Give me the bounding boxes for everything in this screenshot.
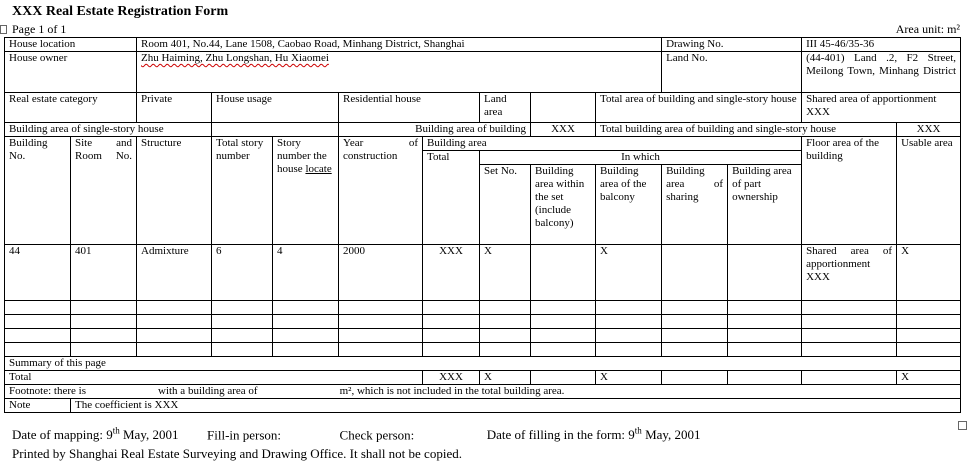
table-row <box>5 343 961 357</box>
empty-cell[interactable] <box>802 315 897 329</box>
house-owner-value[interactable]: Zhu Haiming, Zhu Longshan, Hu Xiaomei <box>137 52 662 93</box>
date-of-mapping: Date of mapping: 9th May, 2001 <box>12 426 179 443</box>
table-row <box>5 315 961 329</box>
note-label: Note <box>5 399 71 413</box>
empty-cell[interactable] <box>71 343 137 357</box>
check-person: Check person: <box>339 427 415 443</box>
cell-total[interactable]: XXX <box>423 245 480 301</box>
table-row <box>5 385 961 399</box>
empty-cell[interactable] <box>531 329 596 343</box>
empty-cell[interactable] <box>728 329 802 343</box>
header-area-within-set: Building area within the set (include balcony) <box>531 165 596 245</box>
house-location-value[interactable]: Room 401, No.44, Lane 1508, Caobao Road, Minhang District, Shanghai <box>137 38 662 52</box>
table-row <box>5 301 961 315</box>
header-area-balcony: Building area of the balcony <box>596 165 662 245</box>
empty-cell[interactable] <box>728 343 802 357</box>
empty-cell[interactable] <box>137 301 212 315</box>
header-usable-area: Usable area <box>897 137 961 245</box>
note-text: The coefficient is XXX <box>71 399 961 413</box>
total-building-area-value[interactable]: XXX <box>897 123 961 137</box>
header-site-room: Site and Room No. <box>71 137 137 245</box>
total-sharing[interactable] <box>662 371 728 385</box>
registration-table <box>4 37 961 413</box>
cell-building-no[interactable]: 44 <box>5 245 71 301</box>
total-floor-area[interactable] <box>802 371 897 385</box>
empty-cell[interactable] <box>596 315 662 329</box>
empty-cell[interactable] <box>5 315 71 329</box>
empty-cell[interactable] <box>802 343 897 357</box>
header-building-area: Building area <box>423 137 802 151</box>
total-area-within-set[interactable] <box>531 371 596 385</box>
cell-structure[interactable]: Admixture <box>137 245 212 301</box>
header-set-no: Set No. <box>480 165 531 245</box>
empty-cell[interactable] <box>897 315 961 329</box>
total-area-label: Total area of building and single-story house <box>596 93 802 123</box>
total-value[interactable]: XXX <box>423 371 480 385</box>
empty-cell[interactable] <box>339 315 423 329</box>
empty-cell[interactable] <box>480 301 531 315</box>
cell-story-locate[interactable]: 4 <box>273 245 339 301</box>
fill-in-person: Fill-in person: <box>207 427 282 443</box>
empty-cell[interactable] <box>5 343 71 357</box>
header-floor-area: Floor area of the building <box>802 137 897 245</box>
empty-cell[interactable] <box>339 329 423 343</box>
footnote-part-c: m², which is not included in the total building area. <box>339 385 565 397</box>
summary-label: Summary of this page <box>5 357 961 371</box>
empty-cell[interactable] <box>137 329 212 343</box>
cell-part-ownership[interactable] <box>728 245 802 301</box>
building-area-building-value[interactable]: XXX <box>531 123 596 137</box>
empty-cell[interactable] <box>273 301 339 315</box>
header-structure: Structure <box>137 137 212 245</box>
table-row <box>5 399 961 413</box>
page-label: Page 1 of 1 <box>12 22 67 36</box>
empty-cell[interactable] <box>212 315 273 329</box>
footnote-row <box>5 385 961 399</box>
cell-floor-area[interactable]: Shared area of apportionment XXX <box>802 245 897 301</box>
empty-cell[interactable] <box>662 315 728 329</box>
empty-cell[interactable] <box>339 343 423 357</box>
total-building-area-label: Total building area of building and single-story house <box>596 123 897 137</box>
header-story-locate-text: Story number the house locate <box>277 137 332 175</box>
header-area-sharing: Building area of sharing <box>662 165 728 245</box>
total-part-ownership[interactable] <box>728 371 802 385</box>
cell-sharing[interactable] <box>662 245 728 301</box>
house-usage-label: House usage <box>212 93 339 123</box>
empty-cell[interactable] <box>897 329 961 343</box>
empty-cell[interactable] <box>71 301 137 315</box>
table-resize-handle[interactable] <box>958 421 967 430</box>
land-no-value[interactable]: (44-401) Land .2, F2 Street, Meilong Town, Minhang District <box>802 52 961 93</box>
cell-area-within-set[interactable] <box>531 245 596 301</box>
header-year: Year of construction <box>339 137 423 245</box>
empty-cell[interactable] <box>897 343 961 357</box>
land-no-label: Land No. <box>662 52 802 93</box>
empty-cell[interactable] <box>480 343 531 357</box>
header-in-which: In which <box>480 151 802 165</box>
cell-room-no[interactable]: 401 <box>71 245 137 301</box>
table-row <box>5 123 961 137</box>
empty-cell[interactable] <box>662 329 728 343</box>
house-owner-label: House owner <box>5 52 137 93</box>
footnote-part-a: Footnote: there is <box>9 385 86 397</box>
header-story-locate <box>273 137 339 245</box>
building-area-single-label: Building area of single-story house <box>5 123 212 137</box>
empty-cell[interactable] <box>273 315 339 329</box>
empty-cell[interactable] <box>531 315 596 329</box>
empty-cell[interactable] <box>728 301 802 315</box>
empty-cell[interactable] <box>212 343 273 357</box>
empty-cell[interactable] <box>728 315 802 329</box>
land-area-label: Land area <box>480 93 531 123</box>
empty-cell[interactable] <box>531 301 596 315</box>
cell-total-story[interactable]: 6 <box>212 245 273 301</box>
form-title: XXX Real Estate Registration Form <box>12 4 229 19</box>
total-set-no[interactable]: X <box>480 371 531 385</box>
table-row <box>5 38 961 52</box>
empty-cell[interactable] <box>5 329 71 343</box>
house-location-label: House location <box>5 38 137 52</box>
empty-cell[interactable] <box>596 343 662 357</box>
header-area-part-ownership: Building area of part ownership <box>728 165 802 245</box>
table-row <box>5 52 961 93</box>
empty-cell[interactable] <box>423 343 480 357</box>
empty-cell[interactable] <box>423 301 480 315</box>
cell-usable[interactable]: X <box>897 245 961 301</box>
empty-cell[interactable] <box>71 315 137 329</box>
shared-area-label: Shared area of apportionment XXX <box>802 93 961 123</box>
empty-cell[interactable] <box>423 329 480 343</box>
house-usage-value[interactable]: Residential house <box>339 93 480 123</box>
drawing-no-value[interactable]: III 45-46/35-36 <box>802 38 961 52</box>
header-total-story: Total story number <box>212 137 273 245</box>
table-row <box>5 93 961 123</box>
empty-cell[interactable] <box>480 315 531 329</box>
empty-cell[interactable] <box>212 301 273 315</box>
empty-cell[interactable] <box>339 301 423 315</box>
empty-cell[interactable] <box>802 301 897 315</box>
empty-cell[interactable] <box>137 315 212 329</box>
building-area-single-value[interactable] <box>212 123 339 137</box>
header-building-no: Building No. <box>5 137 71 245</box>
table-row <box>5 371 961 385</box>
empty-cell[interactable] <box>662 301 728 315</box>
date-of-filling: Date of filling in the form: 9th May, 2001 <box>486 426 701 443</box>
empty-cell[interactable] <box>273 343 339 357</box>
area-unit: Area unit: m² <box>895 22 960 36</box>
cell-year[interactable]: 2000 <box>339 245 423 301</box>
total-label: Total <box>5 371 423 385</box>
printed-by: Printed by Shanghai Real Estate Surveying and Drawing Office. It shall not be copied. <box>12 446 462 461</box>
empty-cell[interactable] <box>423 315 480 329</box>
table-row <box>5 245 961 301</box>
empty-cell[interactable] <box>531 343 596 357</box>
empty-cell[interactable] <box>137 343 212 357</box>
cell-set-no[interactable]: X <box>480 245 531 301</box>
footnote-part-b: with a building area of <box>158 385 258 397</box>
footer-line-1 <box>12 426 701 443</box>
empty-cell[interactable] <box>596 301 662 315</box>
empty-cell[interactable] <box>662 343 728 357</box>
empty-cell[interactable] <box>802 329 897 343</box>
table-row <box>5 357 961 371</box>
empty-cell[interactable] <box>480 329 531 343</box>
empty-cell[interactable] <box>596 329 662 343</box>
cell-balcony[interactable]: X <box>596 245 662 301</box>
header-total: Total <box>423 151 480 245</box>
category-value[interactable]: Private <box>137 93 212 123</box>
building-area-building-label: Building area of building <box>339 123 531 137</box>
real-estate-category-label: Real estate category <box>5 93 137 123</box>
table-move-handle[interactable] <box>0 25 7 34</box>
total-usable[interactable]: X <box>897 371 961 385</box>
empty-cell[interactable] <box>273 329 339 343</box>
empty-cell[interactable] <box>897 301 961 315</box>
empty-cell[interactable] <box>71 329 137 343</box>
empty-cell[interactable] <box>5 301 71 315</box>
table-header-row <box>5 137 961 151</box>
table-row <box>5 329 961 343</box>
empty-cell[interactable] <box>212 329 273 343</box>
drawing-no-label: Drawing No. <box>662 38 802 52</box>
total-balcony[interactable]: X <box>596 371 662 385</box>
land-area-value[interactable] <box>531 93 596 123</box>
